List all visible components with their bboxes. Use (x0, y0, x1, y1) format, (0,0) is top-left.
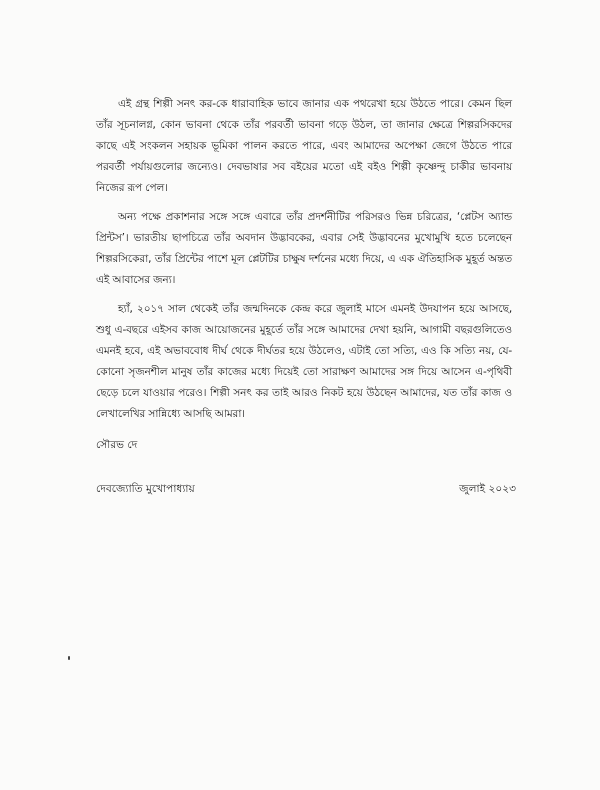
paragraph-3: হ্যাঁ, ২০১৭ সাল থেকেই তাঁর জন্মদিনকে কেন্দ্র করে জুলাই মাসে এমনই উদযাপন হয়ে আসছে, শুধু এ-বছরে এইসব কাজ আয়োজনের মুহূর্তে তাঁর সঙ্গে আমাদের দেখা হয়নি, আগামী বছরগুলিতেও এমনই হবে, এই অভাববোধ দীর্ঘ থেকে দীর্ঘতর হয়ে উঠলেও, এটাই তো সত্যি, এও কি সত্যি নয়, যে-কোনো সৃজনশীল মানুষ তাঁর কাজের মধ্যে দিয়েই তো সারাক্ষণ আমাদের সঙ্গ দিয়ে আসেন এ-পৃথিবী ছেড়ে চলে যাওয়ার পরেও। শিল্পী সনৎ কর তাই আরও নিকট হয়ে উঠছেন আমাদের, যত তাঁর কাজ ও লেখালেখির সান্নিধ্যে আসছি আমরা। (96, 303, 512, 420)
signature-gap (96, 456, 516, 478)
signatory-name-2: দেবজ্যোতি মুখোপাধ্যায় (96, 483, 195, 495)
letter-body (96, 94, 512, 433)
paragraph-2: অন্য পক্ষে প্রকাশনার সঙ্গে সঙ্গে এবারে তাঁর প্রদর্শনীটির পরিসরও ভিন্ন চরিত্রের, ‘প্লেটস অ্যান্ড প্রিন্টস’। ভারতীয় ছাপচিত্রে তাঁর অবদান উদ্ভাবকের, এবার সেই উদ্ভাবনের মুখোমুখি হতে চলেছেন শিল্পরসিকেরা, তাঁর প্রিন্টের পাশে মূল প্লেটটির চাক্ষুষ দর্শনের মধ্যে দিয়ে, এ এক ঐতিহাসিক মুহূর্ত অন্তত এই আবাসের জন্য। (96, 211, 512, 286)
scan-speck (68, 656, 70, 660)
signatory-name-1: সৌরভ দে (96, 439, 138, 451)
signature-line (96, 478, 516, 500)
paragraph-1: এই গ্রন্থ শিল্পী সনৎ কর-কে ধারাবাহিক ভাবে জানার এক পথরেখা হয়ে উঠতে পারে। কেমন ছিল তাঁর সূচনালগ্ন, কোন ভাবনা থেকে তাঁর পরবর্তী ভাবনা গড়ে উঠল, তা জানার ক্ষেত্রে শিল্পরসিকদের কাছে এই সংকলন সহায়ক ভূমিকা পালন করতে পারে, এবং আমাদের অপেক্ষা জেগে উঠতে পারে পরবর্তী পর্যায়গুলোর জন্যেও। দেবভাষার সব বইয়ের মতো এই বইও শিল্পী কৃষ্ণেন্দু চাকীর ভাবনায় নিজের রূপ পেল। (96, 98, 512, 194)
date-text: জুলাই ২০২৩ (459, 483, 516, 495)
signature-block (96, 434, 516, 500)
